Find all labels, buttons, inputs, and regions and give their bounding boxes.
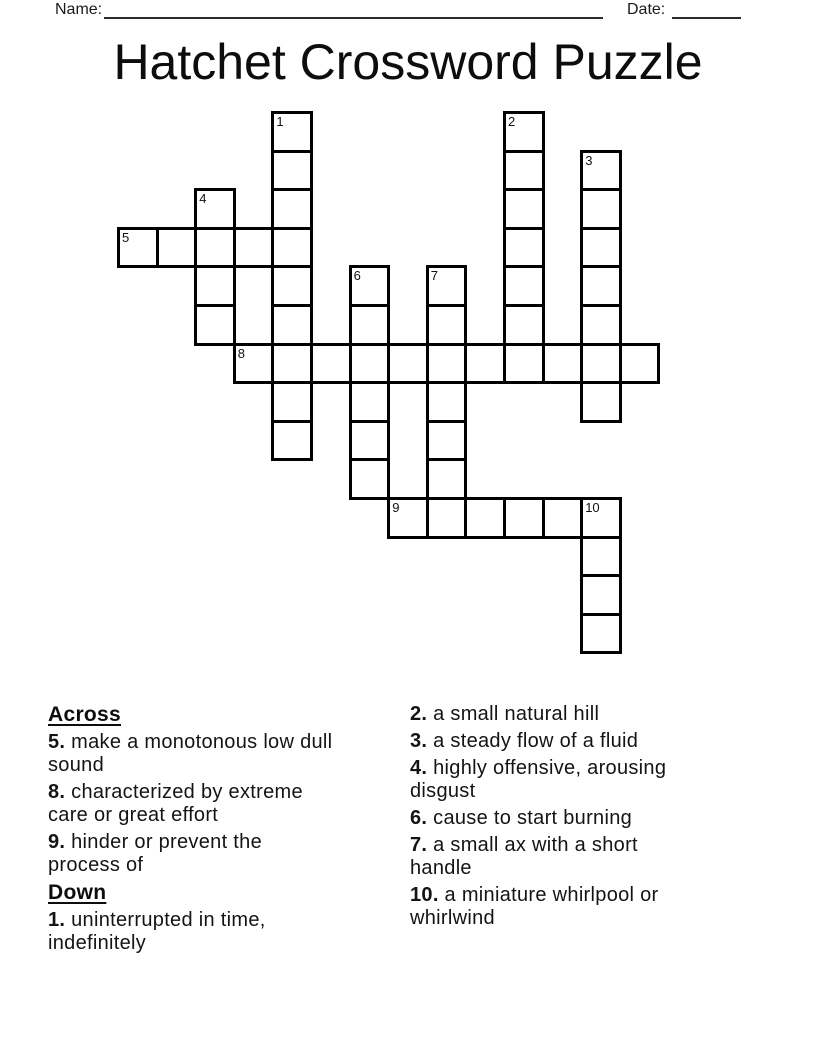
grid-cell[interactable] [619, 343, 661, 385]
grid-cell[interactable] [271, 343, 313, 385]
clue-number: 9. [48, 831, 66, 853]
grid-cell[interactable] [387, 497, 429, 539]
grid-cell[interactable] [580, 150, 622, 192]
grid-cell-number: 10 [585, 500, 600, 515]
clue-number: 4. [410, 757, 428, 779]
grid-cell[interactable] [349, 265, 391, 307]
clue-item [410, 834, 810, 880]
grid-cell-number: 9 [392, 500, 400, 515]
clue-text: highly offensive, arousing [427, 757, 667, 779]
clue-text: make a monotonous low dull [65, 731, 333, 753]
clue-item [48, 831, 404, 877]
grid-cell[interactable] [503, 111, 545, 153]
grid-cell[interactable] [580, 304, 622, 346]
grid-cell[interactable] [503, 304, 545, 346]
clue-number: 8. [48, 781, 66, 803]
grid-cell[interactable] [156, 227, 198, 269]
clues-header-down: Down [48, 881, 107, 904]
grid-cell[interactable] [117, 227, 159, 269]
grid-cell[interactable] [580, 536, 622, 578]
grid-cell[interactable] [271, 381, 313, 423]
clue-item [410, 757, 810, 803]
grid-cell[interactable] [503, 188, 545, 230]
grid-cell-number: 6 [353, 268, 361, 284]
grid-cell[interactable] [349, 381, 391, 423]
clue-text: process of [48, 854, 144, 876]
clue-text: hinder or prevent the [65, 831, 262, 853]
clue-item [410, 730, 810, 753]
clue-text: uninterrupted in time, [65, 909, 266, 931]
grid-cell[interactable] [233, 343, 275, 385]
clue-text: a small natural hill [427, 703, 600, 725]
grid-cell[interactable] [580, 343, 622, 385]
date-blank-line[interactable] [672, 1, 741, 19]
grid-cell[interactable] [503, 343, 545, 385]
grid-cell[interactable] [426, 265, 468, 307]
name-blank-line[interactable] [104, 1, 603, 19]
page-title: Hatchet Crossword Puzzle [113, 34, 703, 90]
grid-cell-number: 4 [199, 191, 207, 207]
clue-item [410, 884, 810, 930]
grid-cell-number: 3 [585, 152, 593, 168]
clue-number: 3. [410, 730, 428, 752]
grid-cell[interactable] [503, 150, 545, 192]
clue-number: 7. [410, 834, 428, 856]
grid-cell-number: 7 [430, 268, 439, 284]
grid-cell[interactable] [542, 497, 584, 539]
grid-cell[interactable] [464, 343, 506, 385]
clue-number: 2. [410, 703, 428, 725]
grid-cell[interactable] [349, 304, 391, 346]
grid-cell[interactable] [349, 343, 391, 385]
grid-cell[interactable] [426, 381, 468, 423]
clue-text: handle [410, 857, 472, 879]
grid-cell[interactable] [426, 420, 468, 462]
clue-item [410, 807, 810, 830]
grid-cell-number: 8 [237, 345, 246, 361]
grid-cell-number: 1 [276, 114, 284, 129]
grid-cell[interactable] [271, 265, 313, 307]
clue-text: care or great effort [48, 804, 219, 826]
grid-cell[interactable] [194, 304, 236, 346]
grid-cell[interactable] [194, 188, 236, 230]
clue-text: a small ax with a short [427, 834, 638, 856]
grid-cell[interactable] [271, 227, 313, 269]
clues-column-left [48, 703, 404, 959]
grid-cell[interactable] [580, 497, 622, 539]
clue-number: 5. [48, 731, 66, 753]
grid-cell[interactable] [349, 420, 391, 462]
grid-cell[interactable] [580, 227, 622, 269]
grid-cell[interactable] [387, 343, 429, 385]
grid-cell[interactable] [580, 574, 622, 616]
clue-text: indefinitely [48, 932, 147, 954]
grid-cell-number: 5 [122, 229, 130, 245]
grid-cell[interactable] [503, 265, 545, 307]
grid-cell[interactable] [271, 150, 313, 192]
grid-cell-number: 2 [508, 114, 516, 129]
grid-cell[interactable] [349, 458, 391, 500]
grid-cell[interactable] [310, 343, 352, 385]
grid-cell[interactable] [426, 304, 468, 346]
grid-cell[interactable] [580, 381, 622, 423]
grid-cell[interactable] [426, 458, 468, 500]
name-label: Name: [55, 1, 103, 18]
grid-cell[interactable] [426, 343, 468, 385]
grid-cell[interactable] [503, 227, 545, 269]
clue-number: 1. [48, 909, 66, 931]
grid-cell[interactable] [580, 188, 622, 230]
clue-text: sound [48, 754, 104, 776]
clue-text: whirlwind [410, 907, 495, 929]
clue-item [48, 909, 404, 955]
grid-cell[interactable] [580, 265, 622, 307]
grid-cell[interactable] [233, 227, 275, 269]
grid-cell[interactable] [426, 497, 468, 539]
grid-cell[interactable] [542, 343, 584, 385]
clue-text: a miniature whirlpool or [438, 884, 659, 906]
grid-cell[interactable] [464, 497, 506, 539]
clue-number: 10. [410, 884, 439, 906]
grid-cell[interactable] [271, 304, 313, 346]
clue-text: disgust [410, 780, 476, 802]
clues-header-across: Across [48, 703, 122, 726]
clue-item [410, 703, 810, 726]
clue-text: cause to start burning [427, 807, 633, 829]
clue-number: 6. [410, 807, 428, 829]
grid-cell[interactable] [271, 420, 313, 462]
clue-text: a steady flow of a fluid [427, 730, 639, 752]
clue-item [48, 731, 404, 777]
clue-text: characterized by extreme [65, 781, 303, 803]
grid-cell[interactable] [271, 111, 313, 153]
grid-cell[interactable] [580, 613, 622, 655]
date-label: Date: [627, 1, 666, 18]
grid-cell[interactable] [503, 497, 545, 539]
grid-cell[interactable] [271, 188, 313, 230]
crossword-grid [117, 111, 663, 657]
grid-cell[interactable] [194, 227, 236, 269]
clue-item [48, 781, 404, 827]
clues-column-right [410, 703, 810, 934]
grid-cell[interactable] [194, 265, 236, 307]
